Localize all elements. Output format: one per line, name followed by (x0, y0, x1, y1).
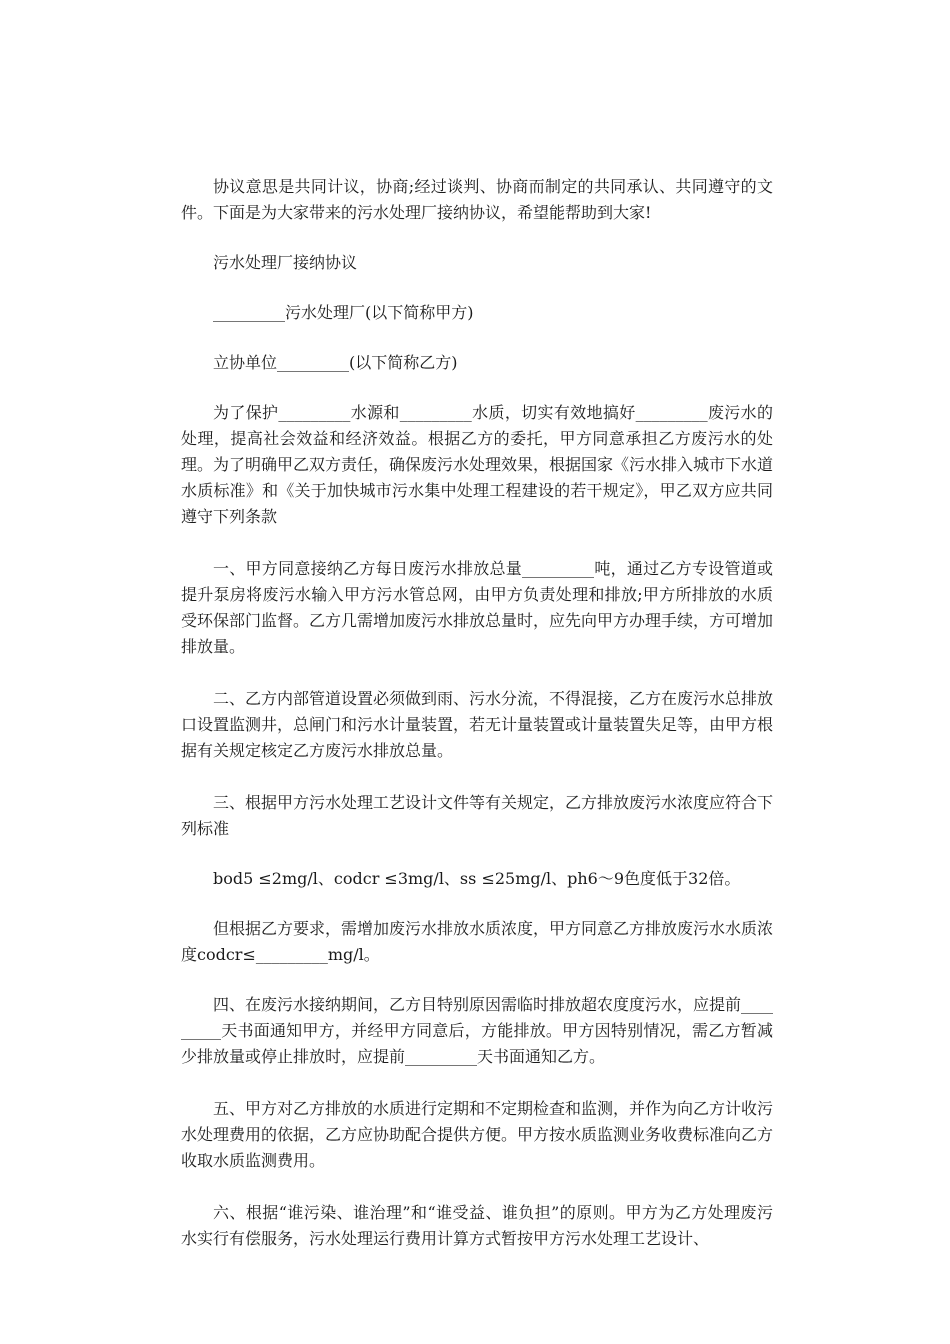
clause-5-paragraph: 五、甲方对乙方排放的水质进行定期和不定期检查和监测，并作为向乙方计收污水处理费用的依据，乙方应协助配合提供方便。甲方按水质监测业务收费标准向乙方收取水质监测费用。 (181, 1099, 774, 1170)
clause-4-paragraph: 四、在废污水接纳期间，乙方目特别原因需临时排放超农度度污水，应提前_________天书面通知甲方，并经甲方同意后，方能排放。甲方因特别情况，需乙方暂减少排放量或停止排放时，应提前_________天书面通知乙方。 (181, 995, 774, 1066)
clause-6-paragraph: 六、根据“谁污染、谁治理”和“谁受益、谁负担”的原则。甲方为乙方处理废污水实行有偿服务，污水处理运行费用计算方式暂按甲方污水处理工艺设计、 (181, 1203, 773, 1248)
clause-3-paragraph: 三、根据甲方污水处理工艺设计文件等有关规定，乙方排放废污水浓度应符合下列标准 (181, 793, 774, 838)
clause-1-paragraph: 一、甲方同意接纳乙方每日废污水排放总量_________吨，通过乙方专设管道或提升泵房将废污水输入甲方污水管总网，由甲方负责处理和排放;甲方所排放的水质受环保部门监督。乙方几需增加废污水排放总量时，应先向甲方办理手续，方可增加排放量。 (181, 559, 774, 656)
preamble-paragraph: 为了保护_________水源和_________水质，切实有效地搞好_________废污水的处理，提高社会效益和经济效益。根据乙方的委托，甲方同意承担乙方废污水的处理。为了明确甲乙双方责任，确保废污水处理效果，根据国家《污水排入城市下水道水质标准》和《关于加快城市污水集中处理工程建设的若干规定》，甲乙双方应共同遵守下列条款 (181, 403, 774, 526)
document-body (181, 174, 773, 1252)
standards-line: bod5 ≤2mg/l、codcr ≤3mg/l、ss ≤25mg/l、ph6～9色度低于32倍。 (213, 869, 741, 888)
party-a-line: _________污水处理厂(以下简称甲方) (213, 303, 474, 322)
agreement-title: 污水处理厂接纳协议 (213, 253, 358, 272)
party-b-line: 立协单位_________(以下简称乙方) (213, 353, 458, 372)
clause-2-paragraph: 二、乙方内部管道设置必须做到雨、污水分流，不得混接，乙方在废污水总排放口设置监测井，总闸门和污水计量装置，若无计量装置或计量装置失足等，由甲方根据有关规定核定乙方废污水排放总量。 (181, 689, 774, 760)
intro-paragraph: 协议意思是共同计议，协商;经过谈判、协商而制定的共同承认、共同遵守的文件。下面是为大家带来的污水处理厂接纳协议，希望能帮助到大家! (181, 177, 773, 222)
concentration-paragraph: 但根据乙方要求，需增加废污水排放水质浓度，甲方同意乙方排放废污水水质浓度codcr≤_________mg/l。 (181, 919, 774, 964)
